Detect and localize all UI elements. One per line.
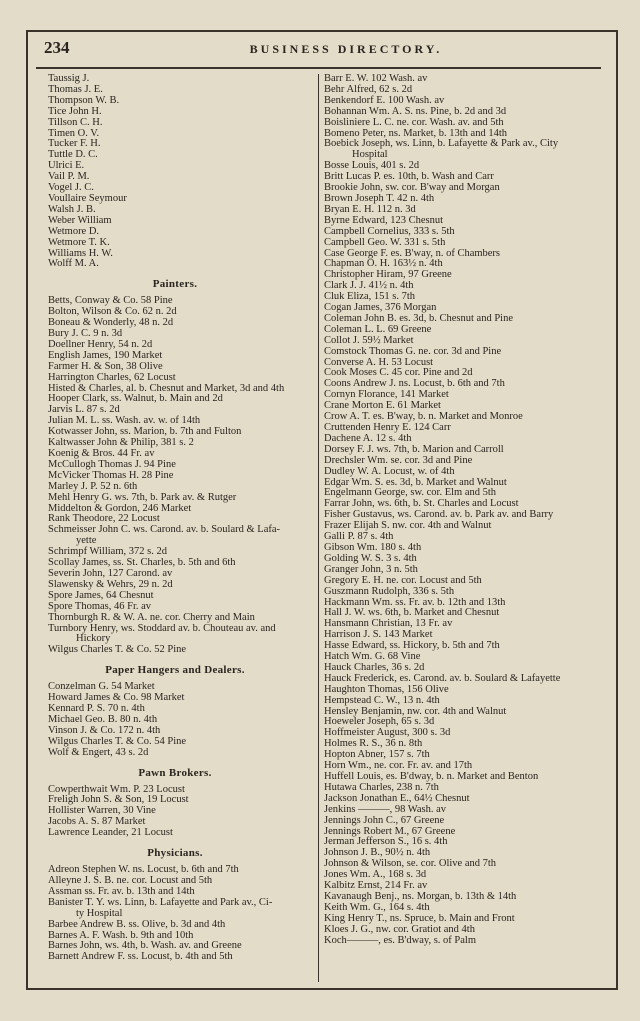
directory-entry (36, 898, 314, 920)
directory-entry: Byrne Edward, 123 Chesnut (324, 214, 443, 226)
page-number: 234 (44, 38, 70, 57)
directory-entry: Boisliniere L. C. ne. cor. Wash. av. and 5th (324, 116, 504, 128)
directory-entry: Campbell Cornelius, 333 s. 5th (324, 225, 455, 237)
directory-entry: Kalbitz Ernst, 214 Fr. av (324, 880, 428, 892)
directory-entry: Barnett Andrew F. ss. Locust, b. 4th and 5th (48, 951, 233, 963)
section-heading-pawn-brokers: Pawn Brokers. (138, 766, 212, 779)
directory-entry: Behr Alfred, 62 s. 2d (324, 83, 413, 95)
directory-entry: Bolton, Wilson & Co. 62 n. 2d (48, 306, 177, 318)
directory-entry: Engelmann George, sw. cor. Elm and 5th (324, 487, 497, 499)
directory-entry: Barr E. W. 102 Wash. av (324, 73, 428, 84)
directory-entry: Koch———, es. B'dway, s. of Palm (324, 934, 476, 946)
directory-entry (322, 139, 590, 161)
directory-entry: Slawensky & Wehrs, 29 n. 2d (48, 578, 173, 590)
directory-entry: Wetmore D. (48, 225, 100, 237)
directory-entry: Cruttenden Henry E. 124 Carr (324, 422, 451, 433)
directory-entry: Golding W. S. 3 s. 4th (324, 552, 417, 564)
directory-entry: Harrison J. S. 143 Market (324, 629, 433, 641)
directory-entry: Bury J. C. 9 n. 3d (48, 328, 123, 340)
directory-entry: Coleman L. L. 69 Greene (324, 323, 432, 335)
directory-entry: Wilgus Charles T. & Co. 52 Pine (48, 644, 187, 656)
directory-entry: Kotwasser John, ss. Marion, b. 7th and Fulton (48, 426, 242, 438)
directory-entry: Histed & Charles, al. b. Chesnut and Market, 3d and 4th (48, 382, 285, 394)
directory-entry: Julian M. L. ss. Wash. av. w. of 14th (48, 415, 201, 427)
directory-entry: English James, 190 Market (48, 349, 163, 361)
directory-entry: Cowperthwait Wm. P. 23 Locust (48, 783, 185, 795)
painters-list (36, 296, 314, 525)
directory-entry: Ulrici E. (48, 160, 85, 172)
directory-entry: Conzelman G. 54 Market (48, 681, 155, 693)
directory-entry: Converse A. H. 53 Locust (324, 356, 434, 368)
directory-entry: Christopher Hiram, 97 Greene (324, 269, 452, 281)
directory-entry: Betts, Conway & Co. 58 Pine (48, 295, 173, 307)
directory-entry: Middelton & Gordon, 246 Market (48, 502, 192, 514)
directory-entry: Bryan E. H. 112 n. 3d (324, 203, 416, 215)
directory-entry: Alleyne J. S. B. ne. cor. Locust and 5th (48, 875, 213, 886)
header-rule (36, 67, 601, 69)
directory-entry: Jackson Jonathan E., 64½ Chesnut (324, 792, 470, 804)
left-column (36, 74, 314, 963)
directory-entry: Britt Lucas P. es. 10th, b. Wash and Carr (324, 171, 494, 183)
directory-entry: Gregory E. H. ne. cor. Locust and 5th (324, 574, 482, 586)
directory-entry: Thompson W. B. (48, 94, 120, 106)
directory-entry: Barnes John, ws. 4th, b. Wash. av. and Greene (48, 940, 242, 952)
directory-entry: Voullaire Seymour (48, 192, 127, 204)
directory-entry: Cogan James, 376 Morgan (324, 302, 437, 314)
directory-entry: King Henry T., ns. Spruce, b. Main and Front (324, 912, 515, 924)
section-heading-paper-hangers: Paper Hangers and Dealers. (105, 664, 245, 677)
physicians-list (36, 865, 314, 898)
directory-entry: Crow A. T. es. B'way, b. n. Market and Monroe (324, 411, 523, 423)
directory-entry: Horn Wm., ne. cor. Fr. av. and 17th (324, 760, 473, 772)
directory-entry: Farrar John, ws. 6th, b. St. Charles and Locust (324, 498, 519, 510)
directory-entry: Vogel J. C. (48, 182, 94, 194)
directory-entry (36, 624, 314, 646)
directory-entry: Adreon Stephen W. ns. Locust, b. 6th and 7th (48, 864, 239, 876)
directory-entry: Kaltwasser John & Philip, 381 s. 2 (48, 437, 194, 449)
directory-entry: Harrington Charles, 62 Locust (48, 371, 176, 383)
directory-entry: Vinson J. & Co. 172 n. 4th (48, 724, 161, 736)
directory-entry: Koenig & Bros. 44 Fr. av (48, 448, 155, 459)
directory-entry: Schrimpf William, 372 s. 2d (48, 546, 167, 558)
directory-entry: Jones Wm. A., 168 s. 3d (324, 869, 427, 881)
directory-entry: Hensley Benjamin, nw. cor. 4th and Walnut (324, 705, 507, 717)
directory-entry: Crane Morton E. 61 Market (324, 400, 441, 412)
directory-entry: Brookie John, sw. cor. B'way and Morgan (324, 182, 500, 194)
physicians-list-continued (36, 920, 314, 964)
directory-entry: Granger John, 3 n. 5th (324, 563, 418, 575)
directory-entry: Howard James & Co. 98 Market (48, 692, 185, 704)
directory-entry: Chapman O. H. 163½ n. 4th (324, 258, 443, 270)
physicians-list-right-continued (322, 161, 590, 946)
directory-entry: Tillson C. H. (48, 116, 103, 128)
directory-entry: Wolf & Engert, 43 s. 2d (48, 746, 149, 758)
entry-text: Boebick Joseph, ws. Linn, b. Lafayette & Park av., City (324, 138, 559, 150)
entry-continuation: yette (76, 535, 97, 547)
directory-entry: Cornyn Florance, 141 Market (324, 389, 449, 401)
entry-continuation: Hickory (76, 633, 111, 645)
directory-entry: Cook Moses C. 45 cor. Pine and 2d (324, 367, 473, 379)
directory-entry: Gibson Wm. 180 s. 4th (324, 541, 422, 553)
directory-entry: Brown Joseph T. 42 n. 4th (324, 192, 435, 204)
directory-entry: Johnson J. B., 90½ n. 4th (324, 847, 431, 859)
directory-entry: Tucker F. H. (48, 138, 101, 150)
directory-entry: Frazer Elijah S. nw. cor. 4th and Walnut (324, 520, 492, 532)
directory-entry: Bosse Louis, 401 s. 2d (324, 160, 420, 172)
directory-entry: Jacobs A. S. 87 Market (48, 816, 146, 828)
painters-list-continued (36, 547, 314, 623)
directory-entry: Tice John H. (48, 105, 102, 117)
directory-entry: Vail P. M. (48, 171, 90, 183)
directory-entry: Guszmann Rudolph, 336 s. 5th (324, 585, 455, 597)
directory-entry: Farmer H. & Son, 38 Olive (48, 360, 163, 372)
directory-entry: Hansmann Christian, 13 Fr. av (324, 618, 453, 630)
pawn-brokers-list (36, 785, 314, 840)
directory-entry (36, 525, 314, 547)
directory-entry: Campbell Geo. W. 331 s. 5th (324, 236, 446, 248)
directory-entry: Jerman Jefferson S., 16 s. 4th (324, 836, 448, 848)
directory-entry: Hasse Edward, ss. Hickory, b. 5th and 7th (324, 640, 500, 652)
directory-entry: Jennings John C., 67 Greene (324, 814, 445, 826)
directory-entry: Hauck Charles, 36 s. 2d (324, 661, 425, 673)
directory-entry: Keith Wm. G., 164 s. 4th (324, 901, 430, 913)
section-heading-painters: Painters. (152, 278, 198, 291)
physicians-list-right (322, 74, 590, 139)
directory-entry: Collot J. 59½ Market (324, 334, 414, 346)
directory-entry: Kavanaugh Benj., ns. Morgan, b. 13th & 14th (324, 890, 517, 902)
directory-entry: Hooper Clark, ss. Walnut, b. Main and 2d (48, 393, 223, 405)
directory-entry: Jenkins ———, 98 Wash. av (324, 803, 447, 815)
directory-entry: Williams H. W. (48, 247, 113, 259)
directory-entry: Spore Thomas, 46 Fr. av (48, 600, 152, 612)
directory-entry: Hackmann Wm. ss. Fr. av. b. 12th and 13th (324, 596, 506, 608)
directory-entry: Bohannan Wm. A. S. ns. Pine, b. 2d and 3d (324, 105, 507, 117)
directory-entry: Dorsey F. J. ws. 7th, b. Marion and Carroll (324, 443, 504, 455)
directory-entry: Marley J. P. 52 n. 6th (48, 480, 138, 492)
directory-entry: Galli P. 87 s. 4th (324, 531, 394, 543)
directory-entry: Scollay James, ss. St. Charles, b. 5th and 6th (48, 557, 236, 569)
directory-entry: Michael Geo. B. 80 n. 4th (48, 713, 158, 725)
directory-entry: Severin John, 127 Carond. av (48, 567, 173, 579)
directory-entry: Freligh John S. & Son, 19 Locust (48, 794, 189, 806)
directory-entry: Drechsler Wm. se. cor. 3d and Pine (324, 454, 473, 466)
directory-entry: Haughton Thomas, 156 Olive (324, 683, 449, 695)
directory-entry: Tuttle D. C. (48, 149, 98, 161)
directory-entry: Barbee Andrew B. ss. Olive, b. 3d and 4th (48, 918, 226, 930)
directory-entry: Huffell Louis, es. B'dway, b. n. Market and Benton (324, 771, 539, 782)
page-title: BUSINESS DIRECTORY. (249, 42, 443, 56)
directory-entry: Lawrence Leander, 21 Locust (48, 827, 173, 839)
directory-entry: Hatch Wm. G. 68 Vine (324, 651, 421, 663)
directory-entry: Kennard P. S. 70 n. 4th (48, 703, 145, 715)
directory-entry: Cluk Eliza, 151 s. 7th (324, 291, 415, 303)
directory-entry: Clark J. J. 41½ n. 4th (324, 280, 414, 292)
directory-entry: McCullogh Thomas J. 94 Pine (48, 458, 176, 470)
directory-entry: Hauck Frederick, es. Carond. av. b. Soulard & Lafayette (324, 672, 561, 684)
directory-entry: Holmes R. S., 36 n. 8th (324, 738, 423, 750)
directory-entry: Timen O. V. (48, 127, 100, 139)
names-list (36, 74, 314, 270)
directory-entry: Comstock Thomas G. ne. cor. 3d and Pine (324, 345, 502, 357)
entry-text: Banister T. Y. ws. Linn, b. Lafayette and Park av., Ci- (48, 896, 273, 908)
directory-entry: Johnson & Wilson, se. cor. Olive and 7th (324, 858, 497, 870)
directory-entry: Edgar Wm. S. es. 3d, b. Market and Walnut (324, 476, 507, 488)
column-divider (318, 74, 319, 982)
directory-entry: Fisher Gustavus, ws. Carond. av. b. Park av. and Barry (324, 509, 554, 521)
section-heading-physicians: Physicians. (147, 847, 203, 860)
directory-entry: Hall J. W. ws. 6th, b. Market and Chesnut (324, 607, 500, 619)
directory-entry: Spore James, 64 Chesnut (48, 589, 154, 601)
directory-entry: Coleman John B. es. 3d, b. Chesnut and Pine (324, 312, 513, 324)
directory-entry: Hoffmeister August, 300 s. 3d (324, 727, 451, 739)
directory-entry: Mehl Henry G. ws. 7th, b. Park av. & Rutger (48, 491, 237, 503)
directory-entry: Thomas J. E. (48, 83, 103, 95)
directory-entry: Rank Theodore, 22 Locust (48, 513, 160, 525)
entry-continuation: Hospital (352, 149, 388, 161)
directory-entry: Case George F. es. B'way, n. of Chambers (324, 247, 501, 259)
directory-entry: Jarvis L. 87 s. 2d (48, 404, 120, 416)
directory-entry: Weber William (48, 214, 112, 226)
directory-entry: Walsh J. B. (48, 203, 96, 215)
directory-entry: Thornburgh R. & W. A. ne. cor. Cherry and Main (48, 611, 255, 623)
paper-hangers-list (36, 682, 314, 758)
directory-entry: Boneau & Wonderly, 48 n. 2d (48, 317, 174, 329)
directory-entry: Assman ss. Fr. av. b. 13th and 14th (48, 885, 195, 897)
directory-entry: Taussig J. (48, 73, 90, 84)
directory-entry: Bomeno Peter, ns. Market, b. 13th and 14th (324, 127, 508, 139)
directory-entry: Barnes A. F. Wash. b. 9th and 10th (48, 929, 194, 941)
directory-entry: Doellner Henry, 54 n. 2d (48, 338, 153, 350)
entry-continuation: ty Hospital (76, 907, 123, 919)
entry-text: Schmeisser John C. ws. Carond. av. b. Soulard & Lafa- (48, 524, 281, 536)
directory-entry: Dudley W. A. Locust, w. of 4th (324, 465, 455, 477)
directory-entry: Benkendorf E. 100 Wash. av (324, 94, 445, 106)
directory-entry: McVicker Thomas H. 28 Pine (48, 469, 174, 481)
right-column (322, 74, 590, 947)
directory-entry: Wolff M. A. (48, 258, 99, 270)
directory-entry: Hoeweler Joseph, 65 s. 3d (324, 716, 435, 728)
directory-entry: Hempstead C. W., 13 n. 4th (324, 694, 440, 706)
directory-entry: Hopton Abner, 157 s. 7th (324, 749, 430, 761)
directory-entry: Dachene A. 12 s. 4th (324, 432, 412, 444)
directory-entry: Wilgus Charles T. & Co. 54 Pine (48, 735, 187, 747)
entry-text: Turnbory Henry, ws. Stoddard av. b. Chouteau av. and (48, 622, 276, 634)
directory-entry: Wetmore T. K. (48, 236, 110, 248)
directory-entry: Jennings Robert M., 67 Greene (324, 825, 456, 837)
directory-entry: Hollister Warren, 30 Vine (48, 805, 156, 817)
directory-entry: Coons Andrew J. ns. Locust, b. 6th and 7th (324, 378, 505, 390)
directory-entry: Kloes J. G., nw. cor. Gratiot and 4th (324, 923, 475, 935)
page-header (36, 38, 606, 60)
directory-entry: Hutawa Charles, 238 n. 7th (324, 781, 439, 793)
